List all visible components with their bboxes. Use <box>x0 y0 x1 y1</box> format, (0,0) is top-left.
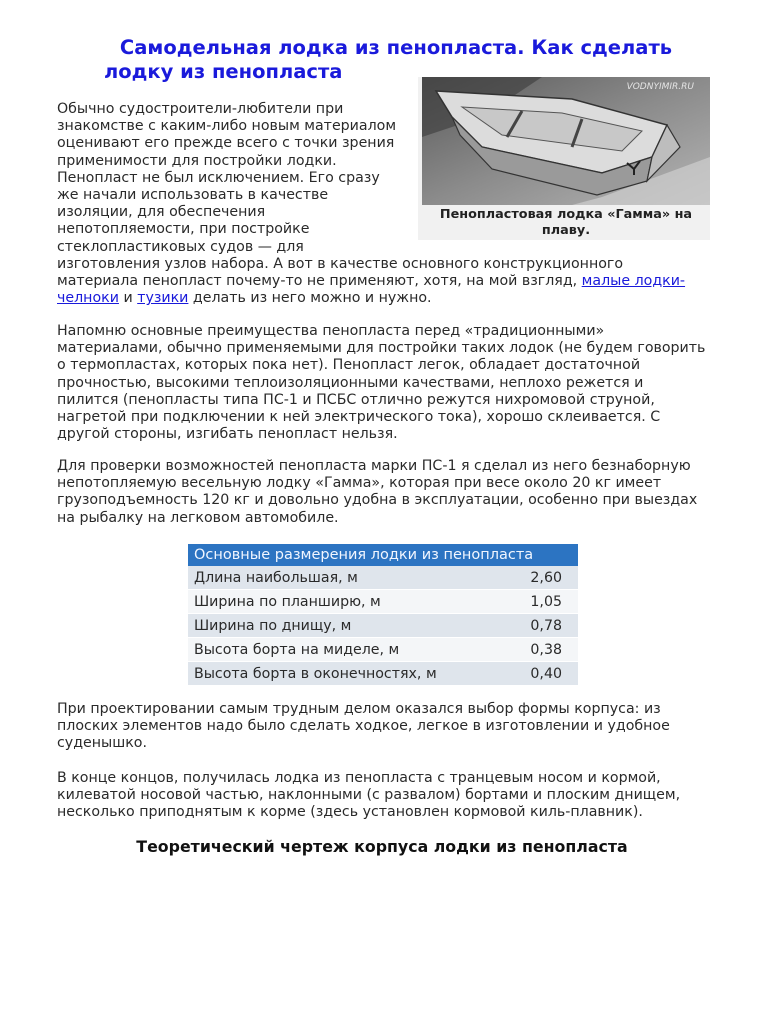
small-canoes-link[interactable]: малые лодки-челноки <box>57 273 686 307</box>
page-title-line1: Самодельная лодка из пенопласта. Как сделать <box>119 36 673 59</box>
row-value: 0,78 <box>476 614 578 638</box>
photo-watermark: VODNYIMIR.RU <box>626 82 694 92</box>
row-label: Высота борта в оконечностях, м <box>188 662 476 686</box>
figure-caption: Пенопластовая лодка «Гамма» на плаву. <box>439 207 693 238</box>
row-value: 0,40 <box>476 662 578 686</box>
page-title-line2: лодку из пенопласта <box>104 60 343 83</box>
boat-photo <box>422 77 710 205</box>
table-header-row <box>188 544 578 566</box>
design-paragraph: При проектировании самым трудным делом оказался выбор формы корпуса: из плоских элементов надо было сделать ходкое, легкое в изготовлении и удобное суденышко. <box>57 701 670 752</box>
row-label: Длина наибольшая, м <box>188 566 476 590</box>
advantages-paragraph: Напомню основные преимущества пенопласта перед «традиционными» материалами, обычно применяемыми для постройки таких лодок (не будем говорить о термопластах, которых пока нет). Пенопласт легок, обладает достаточной прочностью, высокими теплоизоляционными качествами, неплохо режется и пилится (пенопласты типа ПС-1 и ПСБС отлично режутся нихромовой струной, нагретой при подключении к ней электрического тока), хорошо склеивается. С другой стороны, изгибать пенопласт нельзя. <box>57 323 706 443</box>
row-value: 0,38 <box>476 638 578 662</box>
drawing-subheading: Теоретический чертеж корпуса лодки из пенопласта <box>136 837 628 856</box>
table-header: Основные размерения лодки из пенопласта <box>188 544 578 566</box>
row-value: 2,60 <box>476 566 578 590</box>
table-row <box>188 566 578 590</box>
intro-text-and: и <box>118 290 138 307</box>
intro-text-end: делать из него можно и нужно. <box>188 290 432 307</box>
boat-figure <box>418 77 710 240</box>
row-label: Ширина по планширю, м <box>188 590 476 614</box>
gamma-boat-paragraph: Для проверки возможностей пенопласта марки ПС-1 я сделал из него безнаборную непотопляемую весельную лодку «Гамма», которая при весе около 20 кг имеет грузоподъемность 120 кг и довольно удобна в эксплуатации, особенно при выездах на рыбалку на легковом автомобиле. <box>57 458 698 526</box>
row-value: 1,05 <box>476 590 578 614</box>
table-row <box>188 614 578 638</box>
table-row <box>188 638 578 662</box>
intro-text-start: Обычно судостроители-любители при знакомстве с каким-либо новым материалом оценивают его прежде всего с точки зрения применимости для постройки лодки. Пенопласт не был исключением. Его сразу же начали использовать в качестве изоляции, для обеспечения непотопляемости, при постройке стеклопластиковых судов — для изготовления узлов набора. А вот в качестве основного конструкционного материала пенопласт почему-то не применяют, хотя, на мой взгляд, <box>57 101 624 290</box>
table-row <box>188 590 578 614</box>
row-label: Ширина по днищу, м <box>188 614 476 638</box>
dinghies-link[interactable]: тузики <box>137 290 189 307</box>
row-label: Высота борта на миделе, м <box>188 638 476 662</box>
boat-photo-image <box>422 77 710 205</box>
table-row <box>188 662 578 686</box>
dimensions-table <box>188 544 578 686</box>
result-paragraph: В конце концов, получилась лодка из пенопласта с транцевым носом и кормой, килеватой носовой частью, наклонными (с развалом) бортами и плоским днищем, несколько приподнятым к корме (здесь установлен кормовой киль-плавник). <box>57 770 681 821</box>
intro-paragraph <box>57 82 707 307</box>
